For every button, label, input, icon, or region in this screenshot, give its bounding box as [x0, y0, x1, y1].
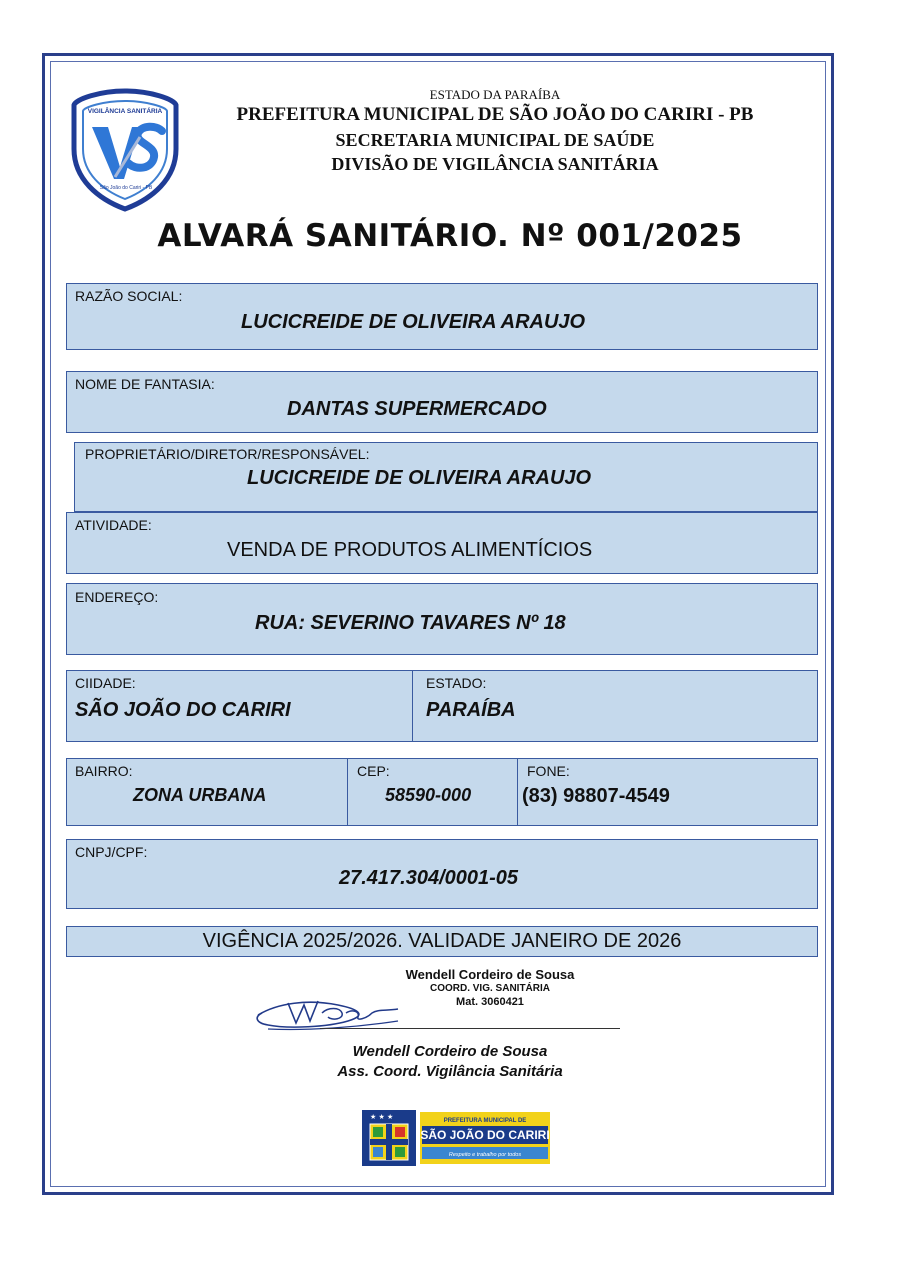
state-name: ESTADO DA PARAÍBA — [429, 87, 561, 102]
stamp-role: COORD. VIG. SANITÁRIA — [429, 983, 550, 994]
estado-label: ESTADO: — [426, 675, 487, 691]
signer-role: Ass. Coord. Vigilância Sanitária — [337, 1063, 563, 1080]
field-proprietario — [74, 442, 818, 512]
proprietario-value: LUCICREIDE DE OLIVEIRA ARAUJO — [247, 467, 592, 489]
vigilancia-sanitaria-seal — [70, 87, 180, 213]
prefecture-name: PREFEITURA MUNICIPAL DE SÃO JOÃO DO CARIRI - PB — [236, 104, 754, 125]
field-cnpj — [66, 839, 818, 909]
cidade-estado-divider — [412, 671, 413, 741]
cep-fone-divider — [517, 759, 518, 825]
proprietario-label: PROPRIETÁRIO/DIRETOR/RESPONSÁVEL: — [85, 446, 370, 462]
seal-top-text: VIGILÂNCIA SANITÁRIA — [87, 108, 163, 115]
field-bairro-cep-fone — [66, 758, 818, 826]
field-endereco — [66, 583, 818, 655]
bairro-cep-divider — [347, 759, 348, 825]
cep-label: CEP: — [357, 763, 390, 779]
atividade-value: VENDA DE PRODUTOS ALIMENTÍCIOS — [227, 539, 593, 561]
atividade-label: ATIVIDADE: — [75, 517, 152, 533]
signature-line — [320, 1028, 620, 1029]
nome-fantasia-label: NOME DE FANTASIA: — [75, 376, 215, 392]
svg-text:★ ★ ★: ★ ★ ★ — [370, 1113, 394, 1121]
fone-value: (83) 98807-4549 — [522, 785, 670, 807]
cidade-label: CIIDADE: — [75, 675, 136, 691]
bairro-value: ZONA URBANA — [133, 785, 267, 805]
seal-bottom-text: São João do Cariri - PB — [99, 185, 153, 191]
secretariat-name: SECRETARIA MUNICIPAL DE SAÚDE — [335, 130, 655, 150]
nome-fantasia-value: DANTAS SUPERMERCADO — [287, 398, 547, 420]
division-name: DIVISÃO DE VIGILÂNCIA SANITÁRIA — [331, 154, 659, 174]
fone-label: FONE: — [527, 763, 570, 779]
cnpj-label: CNPJ/CPF: — [75, 844, 148, 860]
document-title: ALVARÁ SANITÁRIO. Nº 001/2025 — [157, 218, 743, 254]
cnpj-value: 27.417.304/0001-05 — [339, 867, 519, 889]
field-razao-social — [66, 283, 818, 350]
logo-slogan: Respeito e trabalho por todos — [448, 1152, 522, 1158]
stamp-mat: Mat. 3060421 — [456, 996, 524, 1008]
razao-social-value: LUCICREIDE DE OLIVEIRA ARAUJO — [241, 311, 586, 333]
bairro-label: BAIRRO: — [75, 763, 133, 779]
endereco-label: ENDEREÇO: — [75, 589, 159, 605]
municipal-logo — [362, 1110, 552, 1166]
razao-social-label: RAZÃO SOCIAL: — [75, 288, 183, 304]
logo-line1: PREFEITURA MUNICIPAL DE — [443, 1118, 527, 1124]
cep-value: 58590-000 — [385, 785, 472, 805]
signer-name: Wendell Cordeiro de Sousa — [352, 1043, 548, 1060]
estado-value: PARAÍBA — [426, 699, 516, 721]
logo-line2: SÃO JOÃO DO CARIRI — [420, 1128, 550, 1142]
field-cidade-estado — [66, 670, 818, 742]
field-atividade — [66, 512, 818, 574]
cidade-value: SÃO JOÃO DO CARIRI — [75, 699, 291, 721]
endereco-value: RUA: SEVERINO TAVARES Nº 18 — [255, 612, 566, 634]
field-nome-fantasia — [66, 371, 818, 433]
vigencia-banner: VIGÊNCIA 2025/2026. VALIDADE JANEIRO DE 2026 — [66, 926, 818, 957]
stamp-name: Wendell Cordeiro de Sousa — [405, 967, 575, 982]
